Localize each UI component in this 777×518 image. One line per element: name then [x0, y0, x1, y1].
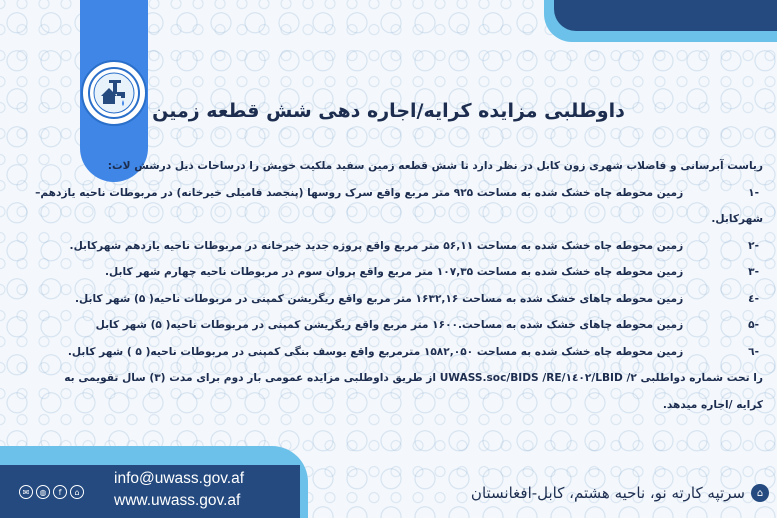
- item-number: -٦: [748, 345, 759, 358]
- item-number: -۳: [748, 266, 759, 278]
- item-text: زمین محوطه چاه خشک شده به مساحت ۵۶,۱۱ متر مربع واقع پروژه جدید خیرخانه در مربوطات ناحیه یازدهم شهرکابل.: [69, 239, 684, 252]
- footer-address: [471, 484, 769, 502]
- closing-text: را تحت شماره دواطلبی UWASS.soc/BIDS /RE/۱٤۰۲/LBID /۲ از طریق داوطلبی مزایده عمومی بار دوم برای مدت (۳) سال تقویمی به: [64, 372, 763, 384]
- list-item: [90, 262, 763, 289]
- list-item: [74, 289, 763, 316]
- facebook-icon[interactable]: f: [53, 485, 67, 499]
- item-continuation: شهرکابل.: [711, 213, 763, 225]
- closing-text: کرایه /اجاره میدهد.: [662, 398, 763, 411]
- intro-text: ریاست آبرسانی و فاضلاب شهری زون کابل در نظر دارد تا شش قطعه زمین سفید ملکیت خویش را درساحات ذیل درشش لات:: [107, 160, 763, 172]
- water-tap-logo-icon: [87, 66, 141, 120]
- email-link[interactable]: info@uwass.gov.af: [114, 470, 245, 487]
- email-icon[interactable]: ✉: [19, 485, 33, 499]
- list-item: [35, 183, 763, 210]
- list-item: [90, 315, 763, 342]
- notice-body: [35, 156, 763, 421]
- item-number: -۵: [748, 319, 759, 331]
- footer-icons: [19, 485, 84, 499]
- item-number: -۱: [748, 186, 759, 199]
- website-link[interactable]: www.uwass.gov.af: [114, 492, 241, 509]
- contact-info: [114, 468, 244, 512]
- item-text: زمین محوطه چاهای خشک شده به مساحت.۱۶۰۰ متر مربع واقع ریگریشن کمپنی در مربوطات ناحیه( ۵) شهر کابل: [95, 319, 684, 331]
- list-item: [69, 236, 763, 263]
- list-item: [67, 342, 763, 369]
- header-decoration-dark: [554, 0, 777, 31]
- item-text: زمین محوطه چاه خشک شده به مساحت ۹۲۵ متر مربع واقع سرک روسها (پنجصد فامیلی خیرخانه) در مربوطات ناحیه یازدهم–: [35, 186, 684, 199]
- item-number: -٤: [748, 292, 759, 305]
- home-icon[interactable]: ⌂: [70, 485, 84, 499]
- item-text: زمین محوطه چاهای خشک شده به مساحت ۱۶۳۲,۱۶ متر مربع واقع ریگریشن کمپنی در مربوطات ناحیه( ۵) شهر کابل.: [74, 292, 684, 305]
- item-number: -۲: [748, 239, 759, 252]
- page-title: داوطلبی مزایده کرایه/اجاره دهی شش قطعه زمین: [152, 100, 625, 122]
- address-text: سرتپه کارته نو، ناحیه هشتم، کابل-افغانستان: [470, 484, 745, 502]
- globe-icon[interactable]: ◍: [36, 485, 50, 499]
- home-icon: ⌂: [751, 484, 769, 502]
- item-text: زمین محوطه چاه خشک شده به مساحت ۱۰۷,۳۵ متر مربع واقع پروان سوم در مربوطات ناحیه چهارم شهر کابل.: [105, 266, 684, 278]
- uwass-logo: [81, 60, 147, 126]
- item-text: زمین محوطه چاه خشک شده به مساحت ۱۵۸۲,۰۵۰ مترمربع واقع یوسف بنگی کمپنی در مربوطات ناحیه( ۵ ) شهر کابل.: [67, 345, 684, 358]
